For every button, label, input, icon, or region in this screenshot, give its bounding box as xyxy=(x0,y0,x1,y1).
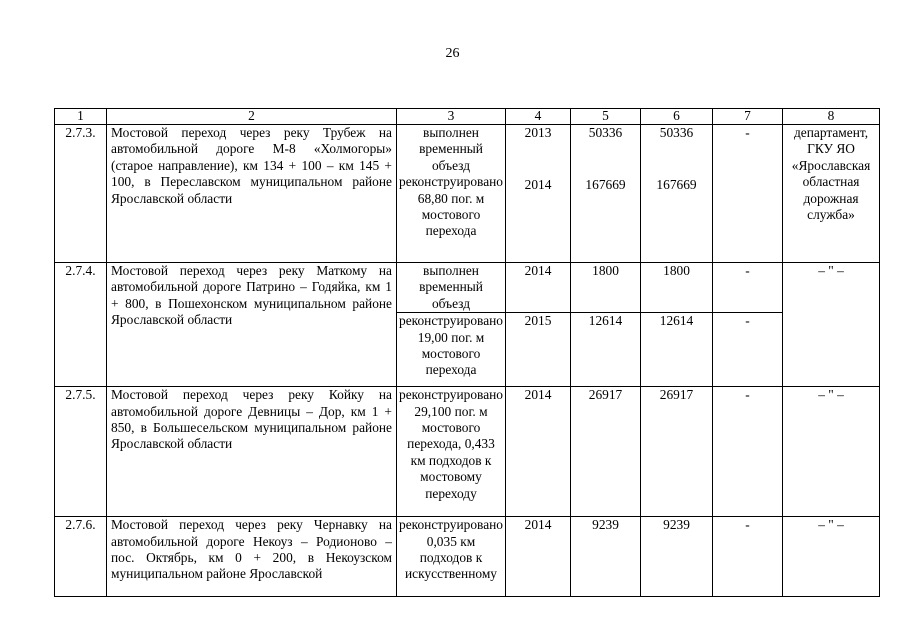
row-responsible: – " – xyxy=(783,387,880,517)
row-number: 2.7.6. xyxy=(55,517,107,597)
stage-year: 2014 xyxy=(524,177,552,193)
row-number: 2.7.4. xyxy=(55,263,107,387)
stage-year: 2014 xyxy=(506,517,571,597)
stage-result: выполнен временный объезд xyxy=(419,125,483,173)
stage-col6: 1800 xyxy=(641,263,713,313)
stage-col5: 50336 xyxy=(588,125,623,140)
stage-year: 2013 xyxy=(524,125,552,140)
col6-cell xyxy=(641,125,713,263)
stage-result: реконструировано 29,100 пог. м мостового перехода, 0,433 км подходов к мостовому переходу xyxy=(397,387,506,517)
stage-col5: 26917 xyxy=(571,387,641,517)
row-number: 2.7.3. xyxy=(55,125,107,263)
table-row xyxy=(55,263,880,313)
stage-col5: 1800 xyxy=(571,263,641,313)
stage-col6: 9239 xyxy=(641,517,713,597)
row-description: Мостовой переход через реку Чернавку на автомобильной дороге Некоуз – Родионово – пос. Октябрь, км 0 + 200, в Некоузском муниципальном районе Ярославской xyxy=(107,517,397,597)
header-cell: 4 xyxy=(506,109,571,125)
stage-col7: - xyxy=(713,263,783,313)
header-cell: 6 xyxy=(641,109,713,125)
works-table xyxy=(54,108,880,597)
stage-result: реконструировано 68,80 пог. м мостового перехода xyxy=(399,174,504,239)
table-row xyxy=(55,387,880,517)
stage-col6: 167669 xyxy=(656,177,697,193)
header-cell: 7 xyxy=(713,109,783,125)
stage-result-cell xyxy=(397,125,506,263)
year-cell xyxy=(506,125,571,263)
stage-col5: 12614 xyxy=(571,313,641,387)
row-description: Мостовой переход через реку Койку на автомобильной дороге Девницы – Дор, км 1 + 850, в Большесельском муниципальном районе Ярославской области xyxy=(107,387,397,517)
header-cell: 1 xyxy=(55,109,107,125)
row-description: Мостовой переход через реку Трубеж на автомобильной дороге М-8 «Холмогоры» (старое направление), км 134 + 100 – км 145 + 100, в Переславском муниципальном районе Ярославской области xyxy=(107,125,397,263)
table-row xyxy=(55,517,880,597)
stage-result: выполнен временный объезд xyxy=(397,263,506,313)
row-responsible: департамент, ГКУ ЯО «Ярославская областная дорожная служба» xyxy=(783,125,880,263)
header-row xyxy=(55,109,880,125)
header-cell: 8 xyxy=(783,109,880,125)
col5-cell xyxy=(571,125,641,263)
header-cell: 5 xyxy=(571,109,641,125)
stage-col6: 12614 xyxy=(641,313,713,387)
row-number: 2.7.5. xyxy=(55,387,107,517)
stage-col7: - xyxy=(713,313,783,387)
stage-col7: - xyxy=(713,387,783,517)
header-cell: 3 xyxy=(397,109,506,125)
stage-result: реконструировано 19,00 пог. м мостового перехода xyxy=(397,313,506,387)
stage-col7: - xyxy=(713,125,783,263)
stage-col6: 50336 xyxy=(659,125,694,140)
stage-col5: 167669 xyxy=(585,177,626,193)
stage-col5: 9239 xyxy=(571,517,641,597)
row-description: Мостовой переход через реку Маткому на автомобильной дороге Патрино – Годяйка, км 1 + 800, в Пошехонском муниципальном районе Ярославской области xyxy=(107,263,397,387)
stage-year: 2014 xyxy=(506,263,571,313)
stage-col6: 26917 xyxy=(641,387,713,517)
stage-result: реконструировано 0,035 км подходов к искусственному xyxy=(397,517,506,597)
table-row xyxy=(55,125,880,263)
stage-col7: - xyxy=(713,517,783,597)
header-cell: 2 xyxy=(107,109,397,125)
page-number: 26 xyxy=(445,46,460,61)
row-responsible: – " – xyxy=(783,517,880,597)
row-responsible: – " – xyxy=(783,263,880,387)
stage-year: 2014 xyxy=(506,387,571,517)
stage-year: 2015 xyxy=(506,313,571,387)
